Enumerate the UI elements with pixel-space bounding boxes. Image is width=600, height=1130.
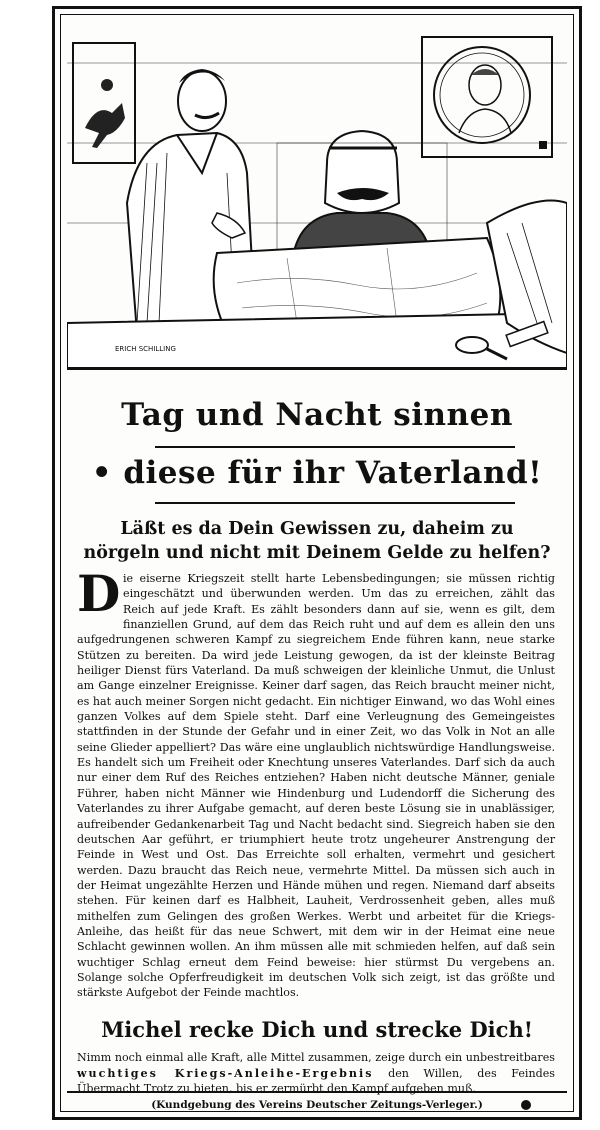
body-text — [77, 564, 555, 1001]
headline-line-2: • diese für ihr Vaterland! — [91, 455, 543, 491]
table — [67, 313, 567, 368]
closing-emphasis: wuchtiges Kriegs-Anleihe-Ergebnis — [77, 1066, 374, 1080]
headline-line-1: Tag und Nacht sinnen — [121, 397, 513, 433]
headline-rule-2 — [155, 502, 515, 504]
footer-separator — [67, 1091, 567, 1093]
subheadline — [77, 517, 557, 565]
bullet-dot — [521, 1100, 531, 1110]
artist-signature: ERICH SCHILLING — [115, 345, 176, 353]
subheadline-line-2: nörgeln und nicht mit Deinem Gelde zu helfen? — [83, 543, 551, 563]
war-council-illustration — [67, 23, 567, 370]
closing-part-1: Nimm noch einmal alle Kraft, alle Mittel zusammen, zeige durch ein unbestreitbares — [77, 1051, 555, 1064]
slogan: Michel recke Dich und strecke Dich! — [101, 1017, 533, 1042]
subheadline-line-1: Läßt es da Dein Gewissen zu, daheim zu — [120, 519, 514, 539]
closing-text — [77, 1050, 555, 1097]
body-paragraph: ie eiserne Kriegszeit stellt harte Lebensbedingungen; sie müssen richtig eingeschätzt und überwunden werden. Um das zu erreichen, zählt das Reich auf jede Kraft. Es zählt besonders dann auf sie, wenn es gilt, dem finanziellen Grund, auf dem das Reich ruht und auf dem es allein den uns aufgedrungenen schweren Kampf zu siegreichem Ende führen kann, neue starke Stützen zu bereiten. Da wird jede Leistung gewogen, da ist der kleinste Beitrag heiliger Dienst fürs Vaterland. Da muß schweigen der kleinliche Unmut, die Unlust am Gange einzelner Ereignisse. Keiner darf sagen, das Reich braucht meiner nicht, es hat auch meiner Sorgen nicht gedacht. Ein nichtiger Einwand, wo das Wohl eines ganzen Volkes auf dem Spiele steht. Darf eine Verleugnung des Gemeingeistes stattfinden in der Stunde der Gefahr und in einer Zeit, wo das Volk in Not an alle seine Glieder appelliert? Das wäre eine unglaublich nichtswürdige Handlungsweise. Es handelt sich um Freiheit oder Knechtung unseres Vaterlandes. Darf sich da auch nur einer dem Ruf des Reiches entziehen? Haben nicht deutsche Männer, geniale Führer, haben nicht Männer wie Hindenburg und Ludendorff die Sicherung des Vaterlandes zu ihrer Aufgabe gemacht, auf deren beste Lösung sie in unablässiger, aufreibender Gedankenarbeit Tag und Nacht bedacht sind. Siegreich haben sie den deutschen Aar geführt, er triumphiert heute trotz ungeheurer Anstrengung der Feinde in West und Ost. Das Erreichte soll erhalten, vermehrt und gesichert werden. Dazu braucht das Reich neue, vermehrte Mittel. Da müssen sich auch in der Heimat ungezählte Herzen und Hände mühen und regen. Niemand darf abseits stehen. Für keinen darf es Halbheit, Lauheit, Verdrossenheit geben, alles muß mithelfen zum Gelingen des großen Werkes. Werbt und arbeitet für die Kriegs-Anleihe, das heißt für das neue Schwert, mit dem wir in der Heimat eine neue Schlacht gewinnen wollen. An ihm müssen alle mit schmieden helfen, auf daß sein wuchtiger Schlag erneut dem Feind beweise: hier stürmst Du vergebens an. Solange solche Opferfreudigkeit im deutschen Volk sich zeigt, ist das größte und stärkste Aufgebot der Feinde machtlos. — [77, 572, 555, 1000]
illustration-drawing — [67, 23, 567, 368]
headline-rule-1 — [155, 446, 515, 448]
dropcap: D — [77, 564, 121, 623]
closing-part-2: den Willen, des Feindes Übermacht Trotz zu bieten, bis er zermürbt den Kampf aufgeben muß. — [77, 1066, 555, 1095]
footer-credit: (Kundgebung des Vereins Deutscher Zeitungs-Verleger.) — [151, 1099, 483, 1111]
poster-frame — [52, 6, 582, 1120]
